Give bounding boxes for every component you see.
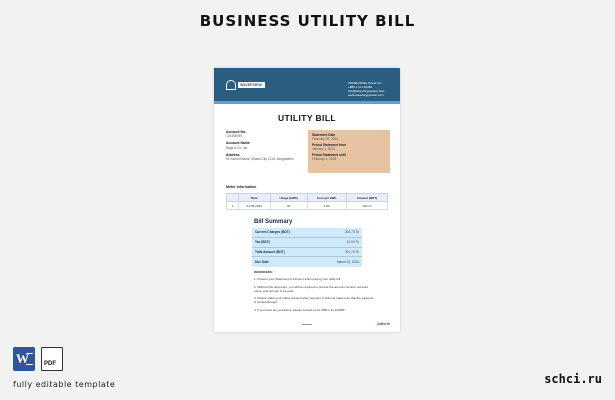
contact-line: www.waveforgepower.com	[348, 93, 384, 97]
site-watermark: schci.ru	[544, 372, 602, 386]
table-header-row	[227, 194, 388, 202]
column-header	[227, 194, 239, 202]
column-header: Cost per kWh	[307, 194, 346, 202]
column-header: Amount (BDT)	[346, 194, 387, 202]
logo-icon	[226, 80, 236, 90]
account-name-label: Account Name	[226, 141, 250, 146]
account-number-label: Account No.	[226, 130, 246, 134]
address-value: 91 Kamrul Bazar, Dhaka City 1215, Bangladesh	[226, 157, 294, 162]
footer-brand: Jotform	[376, 322, 390, 326]
column-header: Usage (kWh)	[270, 194, 307, 202]
contact-line: info@waveforgepower.com	[348, 89, 385, 93]
period-until-label: Period Statement until	[312, 152, 346, 157]
reminder-item: 3. Please share your online account after payment in order to make sure that the payment is posted through.	[254, 296, 374, 304]
column-header: Date	[239, 194, 271, 202]
statement-date-value: February 02, 2024	[312, 137, 339, 142]
reminder-item: 2. Without this document, you will be required to provide the account number, account name, and amount to be paid.	[254, 284, 368, 293]
summary-value: 200.73 Tk	[344, 230, 359, 235]
summary-value: 11.00 Tk	[346, 240, 359, 245]
table-cell: 4.89	[307, 202, 346, 210]
summary-row	[252, 257, 362, 267]
account-name-value: Bags & Co. Inc.	[226, 145, 249, 150]
summary-value: 211.73 Tk	[345, 249, 359, 254]
address-label: Address	[226, 152, 240, 157]
summary-row	[252, 238, 362, 248]
statement-period-box	[308, 130, 390, 173]
table-cell: 32	[270, 202, 307, 210]
summary-label: Due Date	[255, 260, 269, 265]
contact-line: WAVEFORGE Power Inc.	[348, 81, 383, 85]
format-icons	[13, 347, 63, 371]
logo-text: WAVEFORGE	[240, 83, 263, 87]
summary-label: Current Charges (BDT)	[255, 230, 290, 235]
reminder-item: 1. Present your Statement of Account when paying your utility bill.	[254, 277, 342, 281]
summary-label: Tax (BDT)	[255, 240, 270, 245]
company-logo	[226, 80, 265, 90]
header-accent-bar	[214, 101, 400, 104]
account-details	[226, 130, 298, 164]
period-from-label: Period Statement from	[312, 142, 347, 147]
contact-line: +880 1 11 123456	[348, 85, 373, 89]
reminders-title: REMINDERS:	[254, 270, 274, 274]
table-row	[227, 202, 388, 210]
bill-summary-box	[252, 228, 362, 267]
pdf-icon[interactable]	[41, 347, 63, 371]
table-cell: 1	[227, 202, 239, 210]
summary-label: Total Amount (BDT)	[255, 249, 285, 254]
reminders	[254, 270, 374, 315]
template-note: fully editable template	[13, 380, 116, 389]
table-cell: 31-05-2024	[239, 202, 271, 210]
reminder-item: 4. If you have any questions, please contact us at +880 1 11 123456.	[254, 307, 346, 312]
summary-value: March 02, 2024	[336, 260, 359, 265]
document-header	[214, 68, 400, 104]
summary-row	[252, 228, 362, 238]
summary-row	[252, 248, 362, 258]
meter-info-title: Meter Information	[226, 185, 257, 189]
table-cell: 200.73	[346, 202, 387, 210]
company-contact	[348, 81, 394, 97]
period-from-value: January 1, 2024	[312, 147, 335, 152]
word-icon-letter: W	[16, 351, 29, 366]
document-title: UTILITY BILL	[278, 113, 336, 123]
bill-summary-title: Bill Summary	[254, 219, 293, 225]
footer-divider	[302, 324, 312, 325]
account-number-value: 123456789	[226, 134, 242, 139]
period-until-value: February 1, 2024	[312, 157, 337, 162]
page-heading: BUSINESS UTILITY BILL	[199, 12, 416, 30]
bill-document	[214, 68, 400, 332]
statement-date-label: Statement Date	[312, 133, 336, 137]
word-icon[interactable]	[13, 347, 35, 371]
meter-table	[226, 193, 388, 210]
pdf-icon-label: PDF	[44, 361, 56, 367]
